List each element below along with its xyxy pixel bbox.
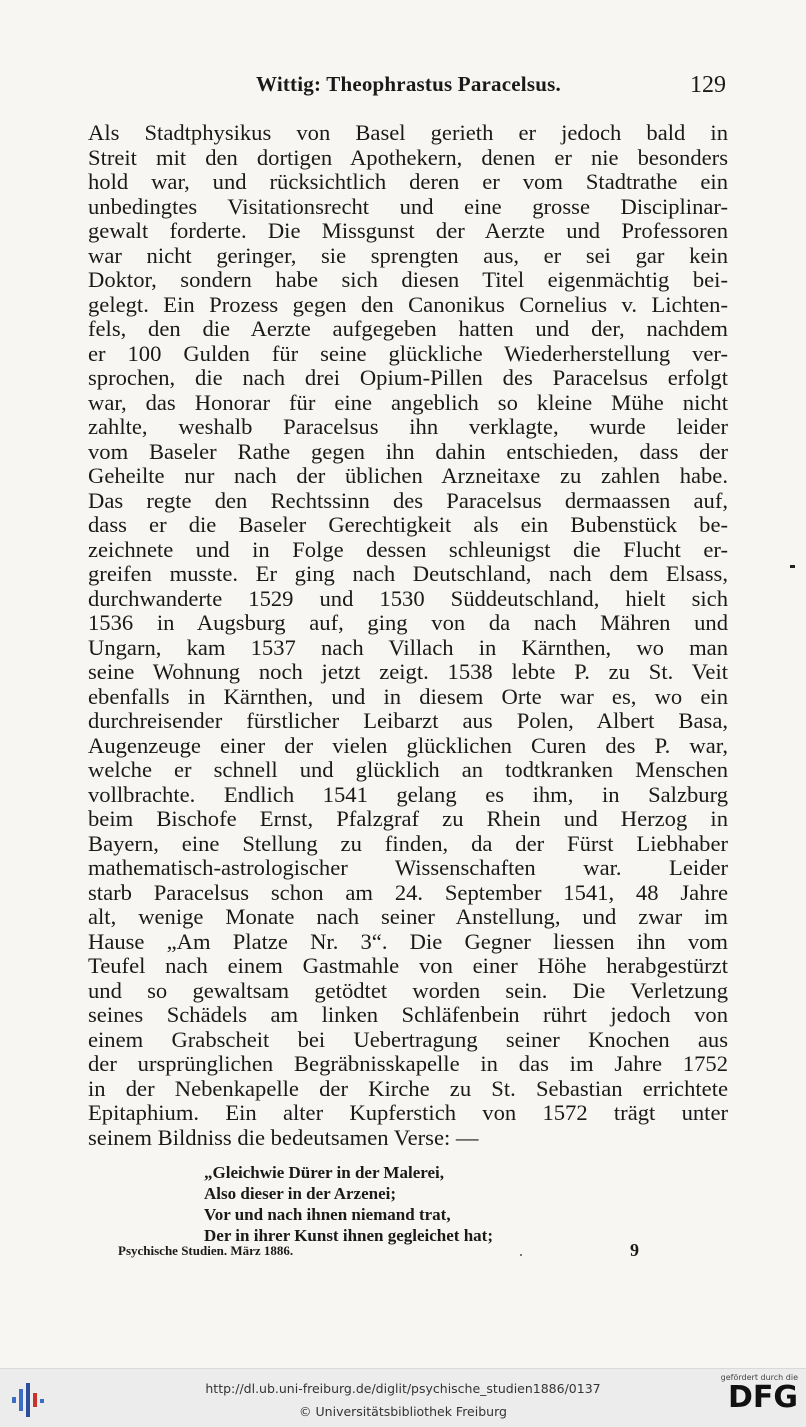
text-line: seinem Bildniss die bedeutsamen Verse: — [88,1124,479,1150]
text-line: er 100 Gulden für seine glückliche Wiederherstellung ver- [88,340,728,366]
source-url-link[interactable]: http://dl.ub.uni-freiburg.de/diglit/psychische_studien1886/0137 [205,1381,601,1396]
dfg-funding-logo [712,1373,798,1425]
text-line: gelegt. Ein Prozess gegen den Canonikus Cornelius v. Lichten- [88,291,728,317]
text-line: hold war, und rücksichtlich deren er vom Stadtrathe ein [88,169,728,194]
verse-line: Der in ihrer Kunst ihnen gegleichet hat; [204,1226,493,1245]
text-line: Hause „Am Platze Nr. 3“. Die Gegner liessen ihn vom [88,928,728,954]
text-line: gewalt forderte. Die Missgunst der Aerzte und Professoren [88,218,728,243]
page-header [0,72,806,106]
dfg-logo: DFG [727,1380,798,1415]
body-text [88,121,728,1150]
text-line: welche er schnell und glücklich an todtkranken Menschen [88,757,728,782]
verse-line: „Gleichwie Dürer in der Malerei, [204,1163,445,1182]
text-line: Bayern, eine Stellung zu finden, da der Fürst Liebhaber [88,830,728,856]
text-line: greifen musste. Er ging nach Deutschland, nach dem Elsass, [88,561,728,586]
text-line: seine Wohnung noch jetzt zeigt. 1538 lebte P. zu St. Veit [88,659,728,684]
text-line: ebenfalls in Kärnthen, und in diesem Orte war es, wo ein [88,683,728,709]
text-line: mathematisch-astrologischer Wissenschaften war. Leider [88,855,728,880]
viewer-footer-bar [0,1368,806,1427]
text-line: Als Stadtphysikus von Basel gerieth er jedoch bald in [88,120,728,145]
text-line: einem Grabscheit bei Uebertragung seiner Knochen aus [88,1026,728,1052]
print-speck [520,1254,522,1256]
text-line: Das regte den Rechtssinn des Paracelsus dermaassen auf, [88,487,728,513]
running-head: Wittig: Theophrastus Paracelsus. [256,72,561,96]
dfg-caption: gefördert durch die [720,1373,798,1382]
text-line: vollbrachte. Endlich 1541 gelang es ihm, in Salzburg [88,781,728,807]
text-line: fels, den die Aerzte aufgegeben hatten und der, nachdem [88,316,728,341]
text-line: der ursprünglichen Begräbnisskapelle in das im Jahre 1752 [88,1051,728,1076]
verse-quote [204,1162,604,1246]
text-line: seines Schädels am linken Schläfenbein rührt jedoch von [88,1002,728,1027]
text-line: Doktor, sondern habe sich diesen Titel eigenmächtig bei- [88,267,728,292]
text-line: dass er die Baseler Gerechtigkeit als ein Bubenstück be- [88,512,728,537]
text-line: zeichnete und in Folge dessen schleunigst die Flucht er- [88,536,728,562]
verse-line: Also dieser in der Arzenei; [204,1184,397,1203]
signature-line: Psychische Studien. März 1886. [118,1243,294,1258]
signature-number: 9 [630,1240,639,1260]
text-line: sprochen, die nach drei Opium-Pillen des Paracelsus erfolgt [88,365,728,390]
text-line: unbedingtes Visitationsrecht und eine grosse Disciplinar- [88,193,728,219]
text-line: vom Baseler Rathe gegen ihn dahin entschieden, dass der [88,438,728,464]
text-line: 1536 in Augsburg auf, ging von da nach Mähren und [88,610,728,635]
text-line: war, das Honorar für eine angeblich so kleine Mühe nicht [88,389,728,415]
margin-mark [790,565,795,568]
text-line: in der Nebenkapelle der Kirche zu St. Sebastian errichtete [88,1075,728,1101]
text-line: und so gewaltsam getödtet worden sein. Die Verletzung [88,977,728,1003]
verse-line: Vor und nach ihnen niemand trat, [204,1205,451,1224]
page-number: 129 [690,72,726,98]
text-line: starb Paracelsus schon am 24. September 1541, 48 Jahre [88,879,728,905]
text-line: durchwanderte 1529 und 1530 Süddeutschland, hielt sich [88,585,728,611]
text-line: Geheilte nur nach der üblichen Arzneitaxe zu zahlen habe. [88,463,728,488]
copyright-notice: © Universitätsbibliothek Freiburg [299,1404,507,1419]
text-line: Epitaphium. Ein alter Kupferstich von 1572 trägt unter [88,1100,728,1125]
text-line: beim Bischofe Ernst, Pfalzgraf zu Rhein und Herzog in [88,806,728,831]
text-line: zahlte, weshalb Paracelsus ihn verklagte, wurde leider [88,414,728,439]
text-line: Augenzeuge einer der vielen glücklichen Curen des P. war, [88,732,728,758]
text-line: war nicht geringer, sie sprengten aus, er sei gar kein [88,242,728,268]
text-line: Ungarn, kam 1537 nach Villach in Kärnthen, wo man [88,634,728,660]
text-line: Streit mit den dortigen Apothekern, denen er nie besonders [88,144,728,170]
text-line: alt, wenige Monate nach seiner Anstellung, und zwar im [88,904,728,929]
text-line: durchreisender fürstlicher Leibarzt aus Polen, Albert Basa, [88,708,728,733]
text-line: Teufel nach einem Gastmahle von einer Höhe herabgestürzt [88,953,728,978]
